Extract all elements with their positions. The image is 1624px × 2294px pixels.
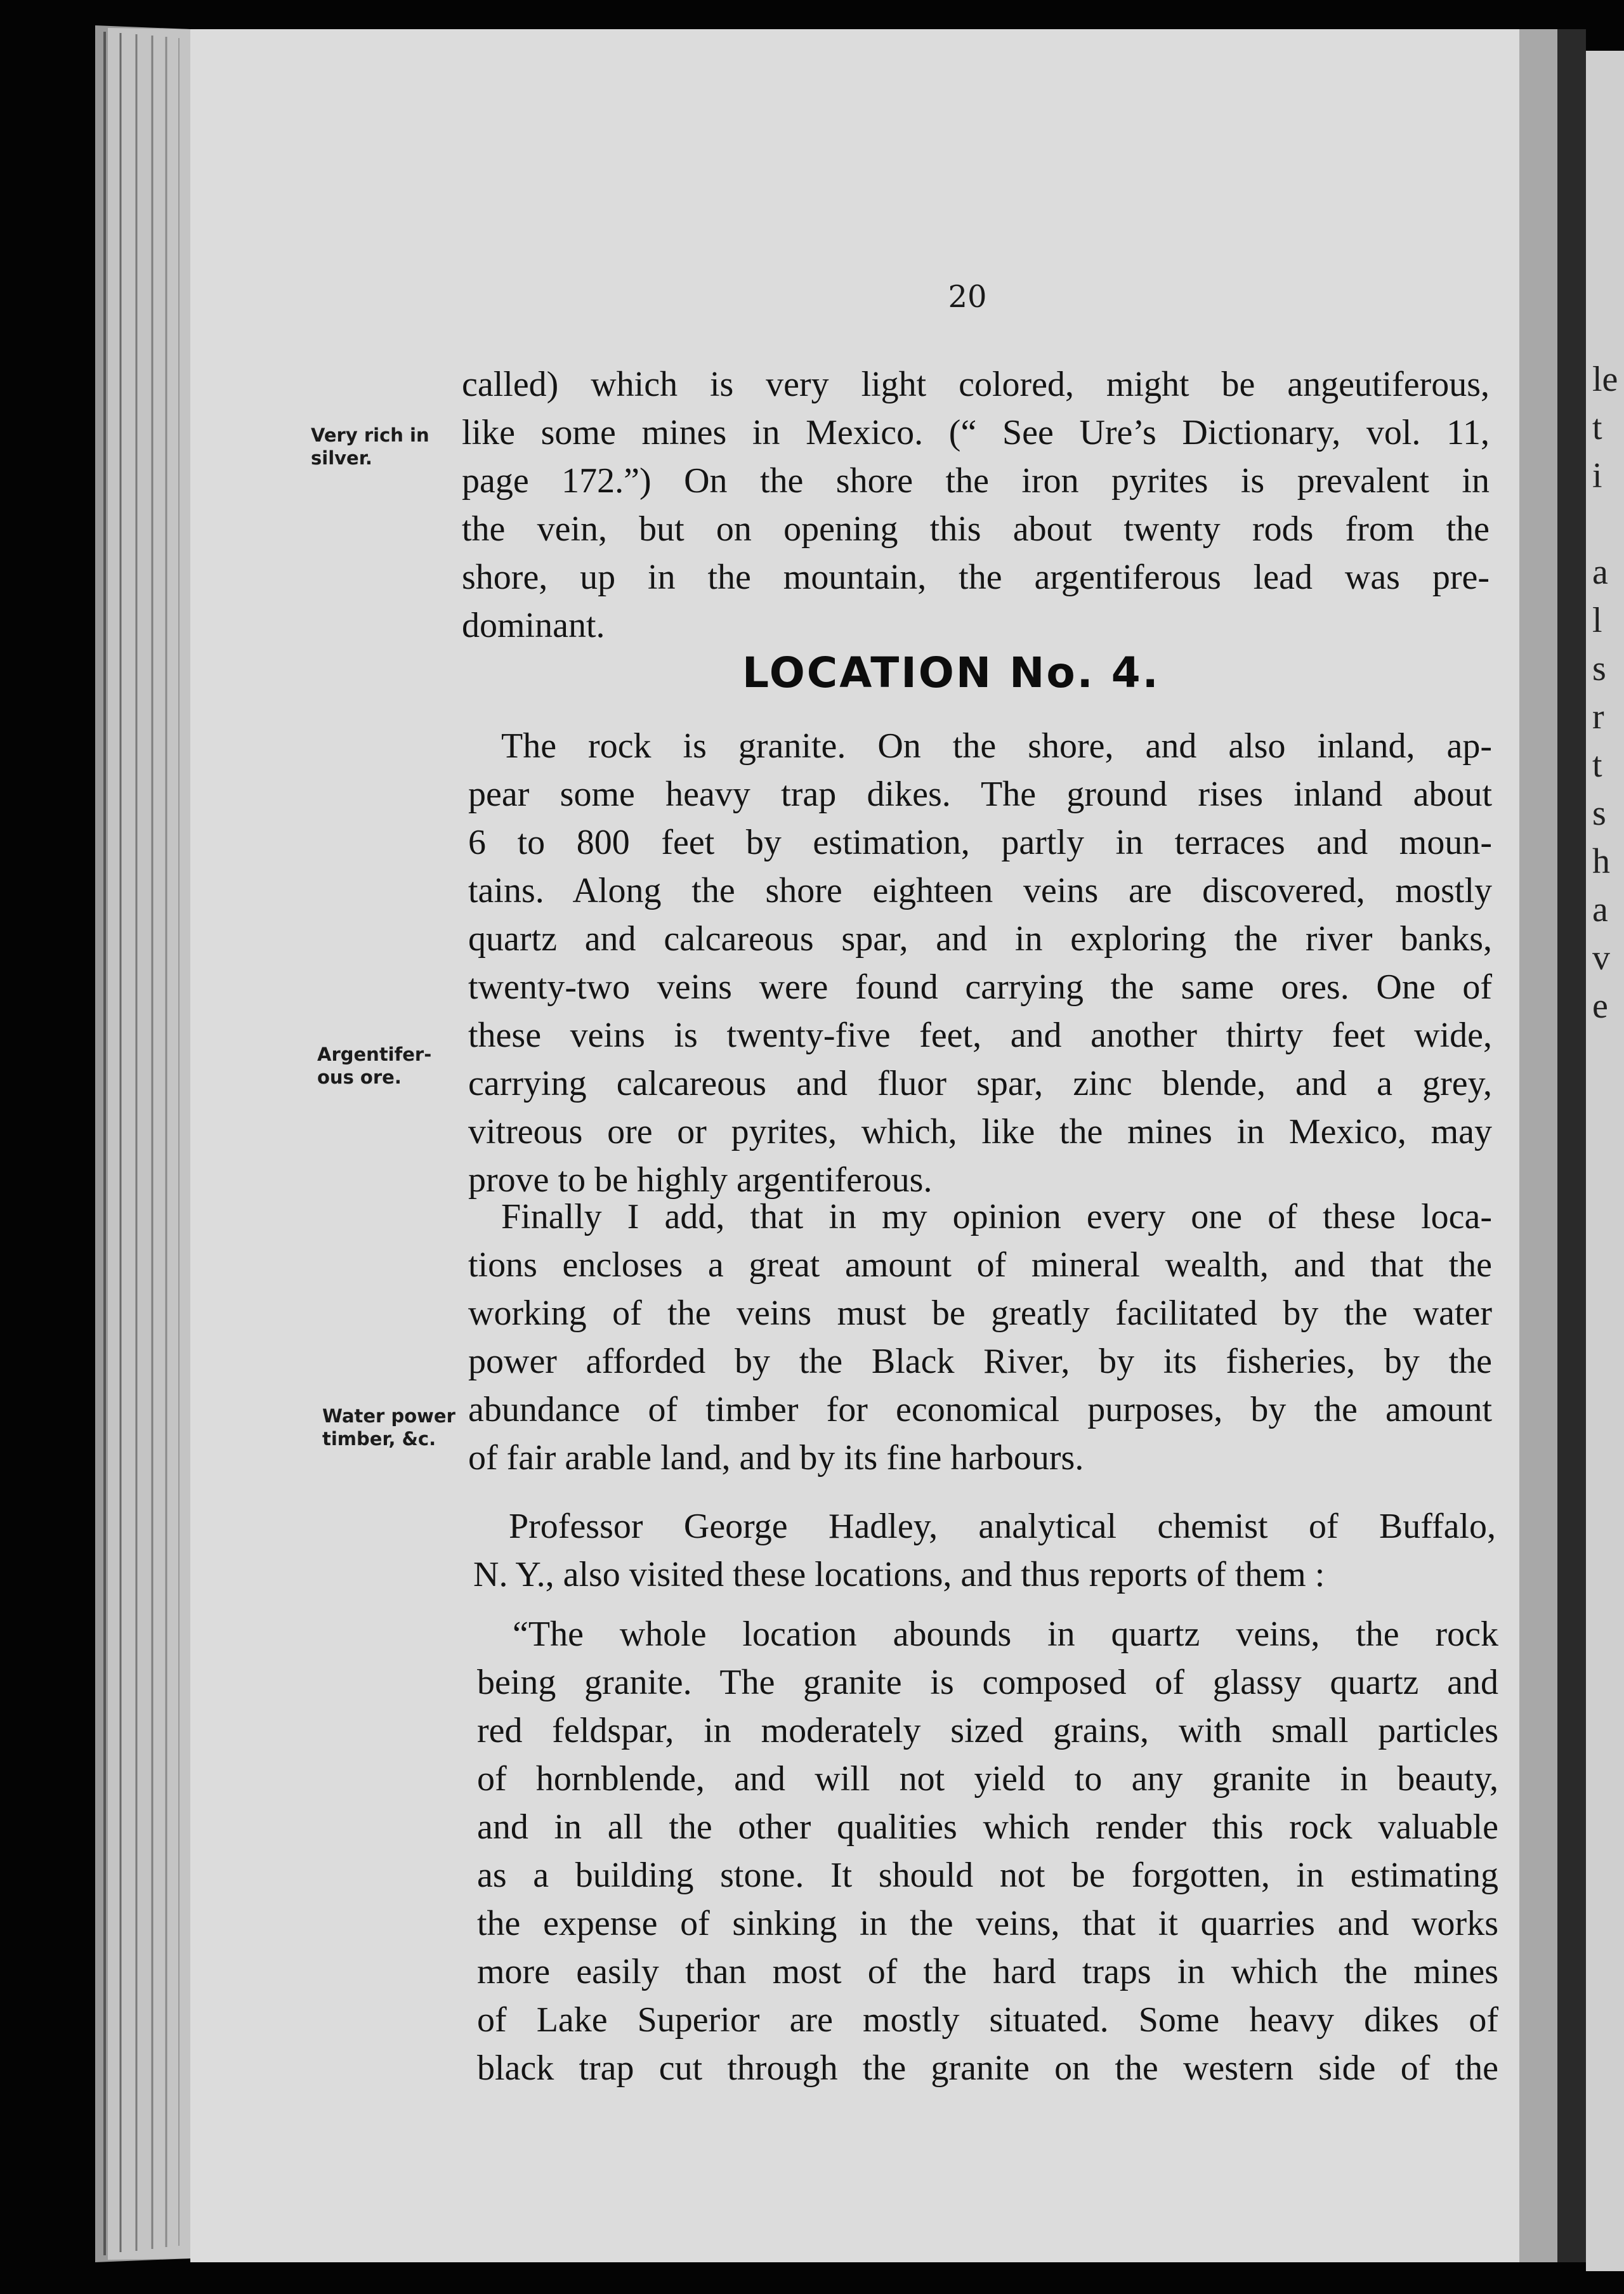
paragraph-finally xyxy=(468,1193,1492,1482)
text-line: shore, up in the mountain, the argentiferous lead was pre- xyxy=(462,558,1490,597)
text-line: being granite. The granite is composed of glassy quartz and xyxy=(477,1663,1498,1702)
text-line: pear some heavy trap dikes. The ground rises inland about xyxy=(468,775,1492,814)
paragraph-hadley-intro xyxy=(473,1502,1496,1599)
margin-note xyxy=(317,1043,431,1089)
text-line: dominant. xyxy=(462,606,605,645)
text-line: red feldspar, in moderately sized grains, with small particles xyxy=(477,1711,1498,1750)
paragraph-location-4 xyxy=(468,722,1492,1204)
facing-page-letter: e xyxy=(1592,986,1608,1026)
text-line: Professor George Hadley, analytical chemist of Buffalo, xyxy=(509,1507,1496,1546)
margin-note xyxy=(311,424,429,469)
text-line: of Lake Superior are mostly situated. Some heavy dikes of xyxy=(477,2000,1498,2040)
text-line: like some mines in Mexico. (“ See Ure’s Dictionary, vol. 11, xyxy=(462,413,1490,452)
margin-note xyxy=(322,1405,455,1450)
facing-page-sliver xyxy=(1592,355,1624,1030)
facing-page-letter: v xyxy=(1592,938,1610,978)
facing-page-letter: i xyxy=(1592,456,1602,495)
margin-note-line: Very rich in xyxy=(311,424,429,446)
facing-page-letter: a xyxy=(1592,890,1608,929)
paragraph-continuation xyxy=(462,360,1490,650)
margin-note-line: Argentifer- xyxy=(317,1044,432,1065)
section-heading: LOCATION No. 4. xyxy=(742,648,1160,697)
facing-page-letter: r xyxy=(1592,697,1604,737)
paragraph-hadley-quote xyxy=(477,1610,1498,2092)
margin-note-line: timber, &c. xyxy=(322,1428,436,1450)
facing-page-letter: le xyxy=(1592,360,1618,399)
text-line: working of the veins must be greatly facilitated by the water xyxy=(468,1294,1492,1333)
facing-page-letter: l xyxy=(1592,601,1602,640)
text-line: tains. Along the shore eighteen veins are discovered, mostly xyxy=(468,871,1492,910)
text-line: called) which is very light colored, might be angeutiferous, xyxy=(462,365,1490,404)
text-line: and in all the other qualities which render this rock valuable xyxy=(477,1807,1498,1847)
page-number: 20 xyxy=(948,279,987,315)
facing-page-letter: h xyxy=(1592,842,1610,881)
facing-page-letter: s xyxy=(1592,649,1606,688)
text-line: more easily than most of the hard traps in which the mines xyxy=(477,1952,1498,1991)
text-line: black trap cut through the granite on the western side of the xyxy=(477,2048,1498,2088)
text-line: prove to be highly argentiferous. xyxy=(468,1160,933,1200)
text-line: of fair arable land, and by its fine harbours. xyxy=(468,1438,1084,1478)
text-line: abundance of timber for economical purposes, by the amount xyxy=(468,1390,1492,1429)
text-line: power afforded by the Black River, by its fisheries, by the xyxy=(468,1342,1492,1381)
facing-page-letter: s xyxy=(1592,794,1606,833)
text-line: twenty-two veins were found carrying the same ores. One of xyxy=(468,967,1492,1007)
margin-note-line: Water power xyxy=(322,1405,455,1427)
text-line: carrying calcareous and fluor spar, zinc blende, and a grey, xyxy=(468,1064,1492,1103)
text-line: The rock is granite. On the shore, and also inland, ap- xyxy=(501,726,1492,766)
text-line: tions encloses a great amount of mineral wealth, and that the xyxy=(468,1245,1492,1285)
text-line: as a building stone. It should not be forgotten, in estimating xyxy=(477,1856,1498,1895)
margin-note-line: ous ore. xyxy=(317,1066,402,1088)
text-line: the expense of sinking in the veins, that it quarries and works xyxy=(477,1904,1498,1943)
facing-page-letter xyxy=(1592,500,1624,548)
text-line: Finally I add, that in my opinion every one of these loca- xyxy=(501,1197,1492,1236)
facing-page-letter: a xyxy=(1592,553,1608,592)
text-line: the vein, but on opening this about twenty rods from the xyxy=(462,509,1490,549)
text-line: quartz and calcareous spar, and in exploring the river banks, xyxy=(468,919,1492,959)
margin-note-line: silver. xyxy=(311,447,372,469)
facing-page-letter: t xyxy=(1592,408,1602,447)
text-line: page 172.”) On the shore the iron pyrites is prevalent in xyxy=(462,461,1490,501)
text-line: of hornblende, and will not yield to any granite in beauty, xyxy=(477,1759,1498,1799)
text-line: N. Y., also visited these locations, and thus reports of them : xyxy=(473,1555,1325,1594)
text-line: 6 to 800 feet by estimation, partly in terraces and moun- xyxy=(468,823,1492,862)
text-line: vitreous ore or pyrites, which, like the mines in Mexico, may xyxy=(468,1112,1492,1151)
text-line: “The whole location abounds in quartz veins, the rock xyxy=(513,1615,1498,1654)
text-line: these veins is twenty-five feet, and another thirty feet wide, xyxy=(468,1016,1492,1055)
facing-page-letter: t xyxy=(1592,745,1602,785)
